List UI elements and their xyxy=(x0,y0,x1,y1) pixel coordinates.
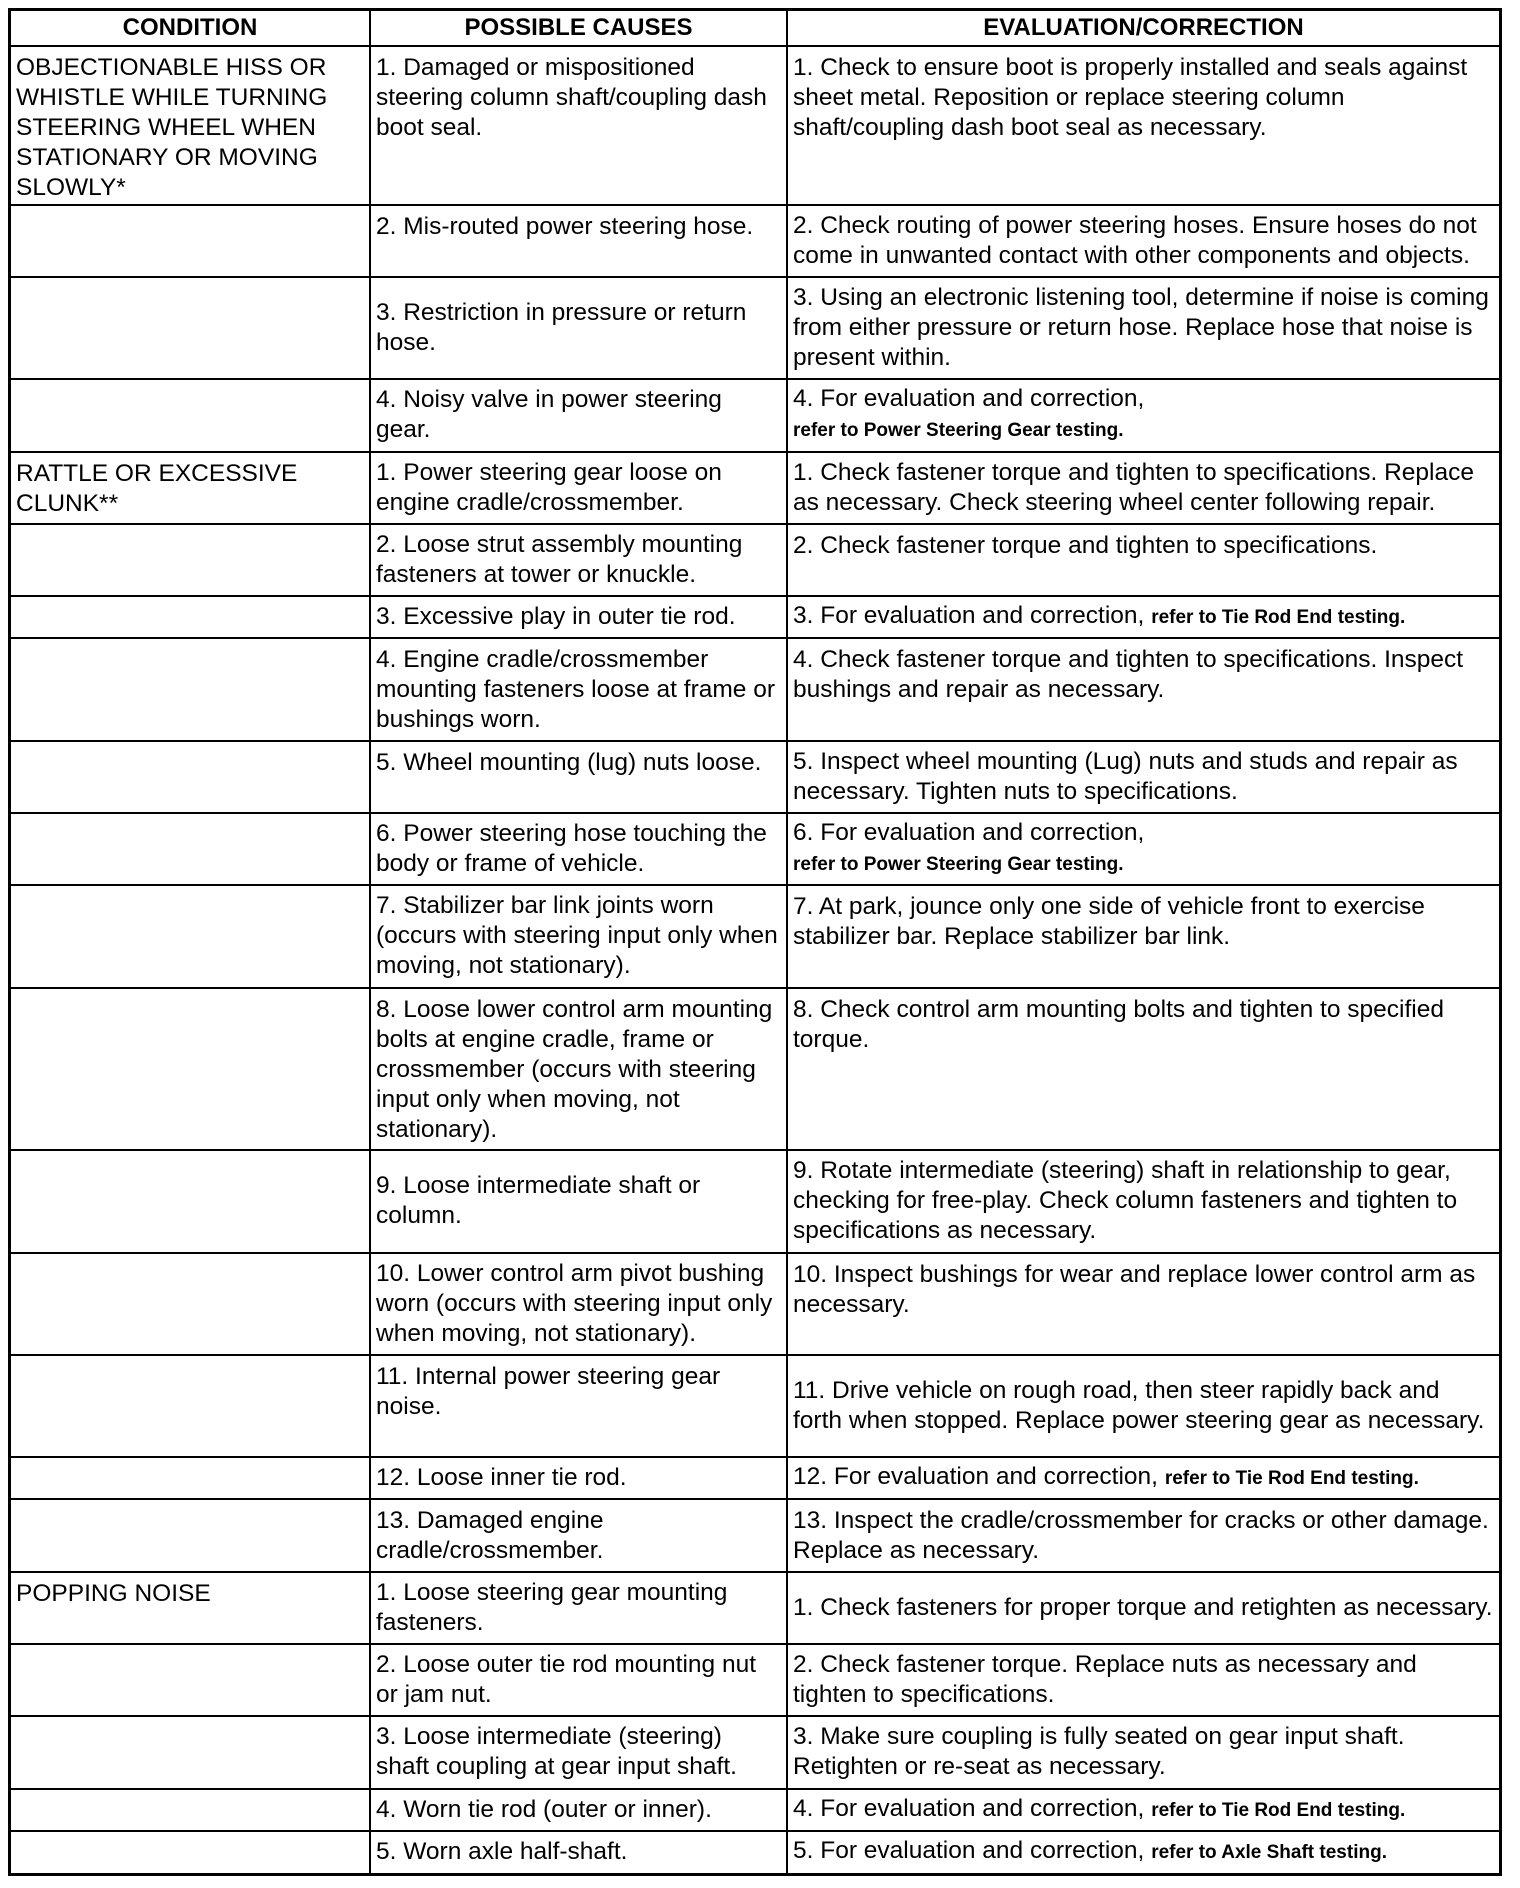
condition-cell xyxy=(11,638,370,740)
correction-cell xyxy=(787,638,1499,740)
correction-reference: refer to Power Steering Gear testing. xyxy=(793,420,1124,442)
diagnostic-table-page xyxy=(8,8,1502,1876)
correction-text: 2. Check fastener torque and tighten to specifications. xyxy=(793,531,1378,559)
condition-cell xyxy=(11,988,370,1151)
correction-cell xyxy=(787,885,1499,987)
cause-cell: 3. Restriction in pressure or return hose. xyxy=(370,277,787,379)
header-evaluation-correction: EVALUATION/CORRECTION xyxy=(787,11,1499,46)
correction-cell xyxy=(787,452,1499,524)
correction-cell xyxy=(787,1572,1499,1644)
cause-cell: 6. Power steering hose touching the body or frame of vehicle. xyxy=(370,813,787,885)
table-row xyxy=(11,1253,1499,1355)
condition-cell xyxy=(11,596,370,638)
cause-cell: 1. Power steering gear loose on engine cradle/crossmember. xyxy=(370,452,787,524)
condition-cell xyxy=(11,1355,370,1457)
table-row xyxy=(11,1150,1499,1252)
cause-cell: 2. Loose strut assembly mounting fasteners at tower or knuckle. xyxy=(370,524,787,596)
correction-text: 2. Check routing of power steering hoses. Ensure hoses do not come in unwanted contact with other components and objects. xyxy=(793,211,1477,269)
cause-cell: 7. Stabilizer bar link joints worn (occurs with steering input only when moving, not stationary). xyxy=(370,885,787,987)
correction-text: 4. For evaluation and correction, xyxy=(793,1794,1145,1822)
table-row xyxy=(11,46,1499,205)
condition-cell: POPPING NOISE xyxy=(11,1572,370,1644)
correction-reference: refer to Power Steering Gear testing. xyxy=(793,854,1124,876)
condition-cell xyxy=(11,1499,370,1571)
table-row xyxy=(11,379,1499,451)
cause-cell: 13. Damaged engine cradle/crossmember. xyxy=(370,1499,787,1571)
condition-cell xyxy=(11,1253,370,1355)
cause-cell: 5. Worn axle half-shaft. xyxy=(370,1831,787,1873)
correction-text: 4. Check fastener torque and tighten to specifications. Inspect bushings and repair as necessary. xyxy=(793,646,1464,704)
condition-cell xyxy=(11,1644,370,1716)
cause-cell: 5. Wheel mounting (lug) nuts loose. xyxy=(370,741,787,813)
cause-cell: 3. Excessive play in outer tie rod. xyxy=(370,596,787,638)
correction-cell xyxy=(787,1457,1499,1499)
table-row xyxy=(11,1355,1499,1457)
header-possible-causes: POSSIBLE CAUSES xyxy=(370,11,787,46)
correction-cell xyxy=(787,1355,1499,1457)
correction-cell xyxy=(787,46,1499,205)
correction-reference: refer to Tie Rod End testing. xyxy=(1151,607,1406,629)
correction-text: 6. For evaluation and correction, xyxy=(793,819,1145,847)
correction-text: 8. Check control arm mounting bolts and tighten to specified torque. xyxy=(793,995,1444,1053)
correction-text: 3. Make sure coupling is fully seated on gear input shaft. Retighten or re-seat as necessary. xyxy=(793,1723,1405,1781)
cause-cell: 1. Loose steering gear mounting fasteners. xyxy=(370,1572,787,1644)
correction-cell xyxy=(787,813,1499,885)
table-row xyxy=(11,277,1499,379)
correction-cell xyxy=(787,1253,1499,1355)
cause-cell: 4. Noisy valve in power steering gear. xyxy=(370,379,787,451)
correction-text: 1. Check fasteners for proper torque and retighten as necessary. xyxy=(793,1593,1493,1621)
correction-text: 3. Using an electronic listening tool, determine if noise is coming from either pressure or return hose. Replace hose that noise is present within. xyxy=(793,284,1489,372)
correction-cell xyxy=(787,1499,1499,1571)
correction-reference: refer to Axle Shaft testing. xyxy=(1151,1842,1387,1864)
table-row xyxy=(11,1789,1499,1831)
table-row xyxy=(11,1457,1499,1499)
correction-cell xyxy=(787,1831,1499,1873)
correction-cell xyxy=(787,1789,1499,1831)
correction-cell xyxy=(787,379,1499,451)
correction-text: 1. Check to ensure boot is properly installed and seals against sheet metal. Reposition or replace steering column shaft/coupling dash boot seal as necessary. xyxy=(793,54,1468,142)
table-row xyxy=(11,1499,1499,1571)
condition-cell xyxy=(11,1716,370,1788)
table-row xyxy=(11,205,1499,277)
correction-text: 5. Inspect wheel mounting (Lug) nuts and studs and repair as necessary. Tighten nuts to specifications. xyxy=(793,747,1458,805)
correction-text: 13. Inspect the cradle/crossmember for cracks or other damage. Replace as necessary. xyxy=(793,1506,1489,1564)
correction-text: 1. Check fastener torque and tighten to specifications. Replace as necessary. Check steering wheel center following repair. xyxy=(793,458,1474,516)
table-row xyxy=(11,1644,1499,1716)
cause-cell: 2. Loose outer tie rod mounting nut or jam nut. xyxy=(370,1644,787,1716)
table-row xyxy=(11,596,1499,638)
correction-text: 4. For evaluation and correction, xyxy=(793,385,1145,413)
condition-cell: RATTLE OR EXCESSIVE CLUNK** xyxy=(11,452,370,524)
correction-cell xyxy=(787,1716,1499,1788)
table-header-row xyxy=(11,11,1499,46)
table-row xyxy=(11,452,1499,524)
condition-cell xyxy=(11,1789,370,1831)
cause-cell: 1. Damaged or mispositioned steering column shaft/coupling dash boot seal. xyxy=(370,46,787,205)
correction-text: 9. Rotate intermediate (steering) shaft in relationship to gear, checking for free-play. Check column fasteners and tighten to specifications as necessary. xyxy=(793,1157,1458,1245)
condition-cell xyxy=(11,277,370,379)
correction-text: 7. At park, jounce only one side of vehicle front to exercise stabilizer bar. Replace stabilizer bar link. xyxy=(793,893,1425,951)
correction-text: 5. For evaluation and correction, xyxy=(793,1837,1145,1865)
steering-noise-diagnosis-table xyxy=(11,11,1499,1873)
correction-cell xyxy=(787,524,1499,596)
table-row xyxy=(11,1831,1499,1873)
correction-text: 2. Check fastener torque. Replace nuts as necessary and tighten to specifications. xyxy=(793,1651,1417,1709)
condition-cell xyxy=(11,1457,370,1499)
correction-text: 11. Drive vehicle on rough road, then steer rapidly back and forth when stopped. Replace power steering gear as necessary. xyxy=(793,1377,1485,1435)
cause-cell: 9. Loose intermediate shaft or column. xyxy=(370,1150,787,1252)
table-row xyxy=(11,988,1499,1151)
header-condition: CONDITION xyxy=(11,11,370,46)
condition-cell xyxy=(11,1150,370,1252)
cause-cell: 4. Engine cradle/crossmember mounting fasteners loose at frame or bushings worn. xyxy=(370,638,787,740)
correction-text: 3. For evaluation and correction, xyxy=(793,602,1145,630)
condition-cell xyxy=(11,205,370,277)
correction-cell xyxy=(787,596,1499,638)
condition-cell xyxy=(11,885,370,987)
correction-cell xyxy=(787,205,1499,277)
correction-text: 10. Inspect bushings for wear and replace lower control arm as necessary. xyxy=(793,1260,1476,1318)
cause-cell: 3. Loose intermediate (steering) shaft coupling at gear input shaft. xyxy=(370,1716,787,1788)
table-row xyxy=(11,638,1499,740)
condition-cell xyxy=(11,524,370,596)
cause-cell: 12. Loose inner tie rod. xyxy=(370,1457,787,1499)
cause-cell: 10. Lower control arm pivot bushing worn (occurs with steering input only when moving, not stationary). xyxy=(370,1253,787,1355)
table-row xyxy=(11,741,1499,813)
table-row xyxy=(11,1716,1499,1788)
table-row xyxy=(11,1572,1499,1644)
correction-cell xyxy=(787,1150,1499,1252)
condition-cell xyxy=(11,379,370,451)
condition-cell: OBJECTIONABLE HISS OR WHISTLE WHILE TURNING STEERING WHEEL WHEN STATIONARY OR MOVING SLOWLY* xyxy=(11,46,370,205)
cause-cell: 8. Loose lower control arm mounting bolts at engine cradle, frame or crossmember (occurs with steering input only when moving, not stationary). xyxy=(370,988,787,1151)
cause-cell: 2. Mis-routed power steering hose. xyxy=(370,205,787,277)
cause-cell: 4. Worn tie rod (outer or inner). xyxy=(370,1789,787,1831)
table-row xyxy=(11,524,1499,596)
correction-reference: refer to Tie Rod End testing. xyxy=(1164,1468,1419,1490)
correction-reference: refer to Tie Rod End testing. xyxy=(1151,1799,1406,1821)
table-row xyxy=(11,885,1499,987)
cause-cell: 11. Internal power steering gear noise. xyxy=(370,1355,787,1457)
correction-cell xyxy=(787,741,1499,813)
correction-cell xyxy=(787,988,1499,1151)
table-row xyxy=(11,813,1499,885)
condition-cell xyxy=(11,741,370,813)
condition-cell xyxy=(11,1831,370,1873)
correction-cell xyxy=(787,1644,1499,1716)
correction-text: 12. For evaluation and correction, xyxy=(793,1463,1158,1491)
correction-cell xyxy=(787,277,1499,379)
condition-cell xyxy=(11,813,370,885)
